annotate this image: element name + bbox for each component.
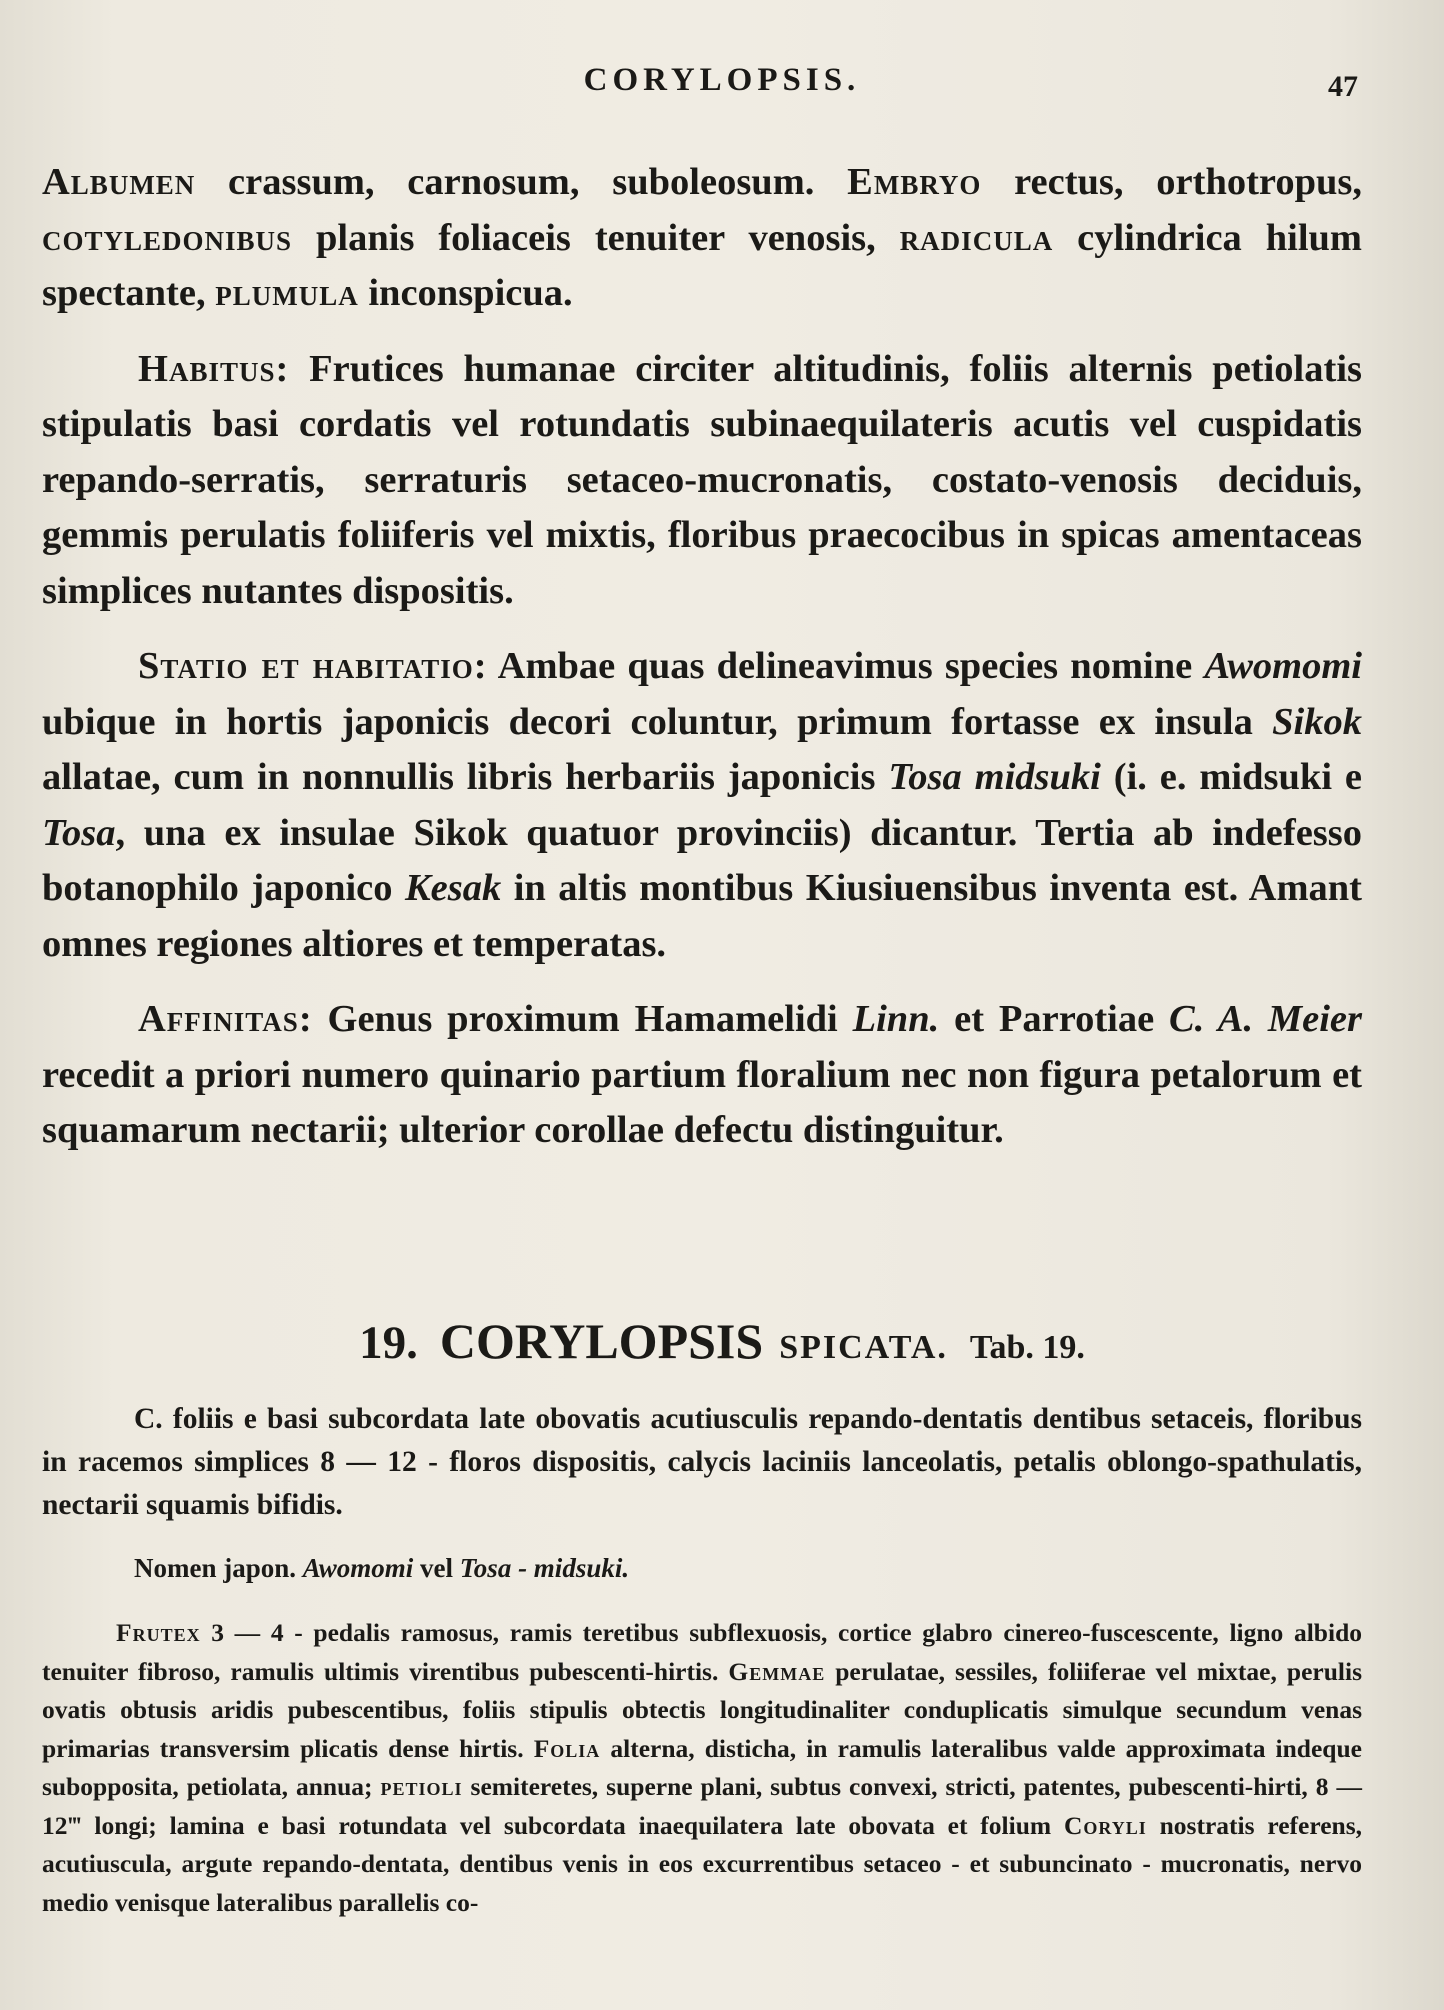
- term-cotyledonibus: cotyledonibus: [42, 216, 293, 259]
- term-gemmae: Gemmae: [728, 1656, 826, 1686]
- term-petioli: petioli: [380, 1772, 463, 1801]
- term-radicula: radicula: [899, 216, 1054, 259]
- genus-description: [42, 155, 1362, 1179]
- term-albumen: Albumen: [42, 161, 196, 203]
- term-embryo: Embryo: [847, 161, 982, 203]
- species-epithet: SPICATA.: [779, 1329, 948, 1366]
- species-number: 19.: [359, 1317, 418, 1369]
- page-number: 47: [1328, 70, 1358, 103]
- running-title: CORYLOPSIS.: [583, 62, 861, 98]
- affinitas-paragraph: Affinitas: Genus proximum Hamamelidi Linn. et Parrotiae C. A. Meier recedit a priori numero quinario partium floralium nec non figura petalorum et squamarum nectarii; ulterior corollae defectu distinguitur.: [42, 998, 1362, 1151]
- species-description: Frutex 3 — 4 - pedalis ramosus, ramis teretibus subflexuosis, cortice glabro cinereo-fuscescente, ligno albido tenuiter fibroso, ramulis ultimis virentibus pubescenti-hirtis. Gemmae perulatae, sessiles, foliiferae vel mixtae, perulis ovatis obtusis aridis pubescentibus, foliis stipulis obtectis longitudinaliter conduplicatis simulque secundum venas primarias transversim plicatis dense hirtis. Folia alterna, disticha, in ramulis lateralibus valde approximata indeque subopposita, petiolata, annua; petioli semiteretes, superne plani, subtus convexi, stricti, patentes, pubescenti-hirti, 8 — 12‴ longi; lamina e basi rotundata vel subcordata inaequilatera late obovata et folium Coryli nostratis referens, acutiuscula, argute repando-dentata, dentibus venis in eos excurrentibus setaceo - et subuncinato - mucronatis, nervo medio venisque lateralibus parallelis co-: [42, 1618, 1362, 1917]
- species-genus: CORYLOPSIS: [439, 1313, 764, 1369]
- term-habitus: Habitus:: [138, 347, 290, 390]
- statio-paragraph: Statio et habitatio: Ambae quas delineavimus species nomine Awomomi ubique in hortis japonicis decori coluntur, primum fortasse ex insula Sikok allatae, cum in nonnullis libris herbariis japonicis Tosa midsuki (i. e. midsuki e Tosa, una ex insulae Sikok quatuor provinciis) dicantur. Tertia ab indefesso botanophilo japonico Kesak in altis montibus Kiusiuensibus inventa est. Amant omnes regiones altiores et temperatas.: [42, 645, 1363, 965]
- albumen-paragraph: Albumen crassum, carnosum, suboleosum. Embryo rectus, orthotropus, cotyledonibus planis foliaceis tenuiter venosis, radicula cylindrica hilum spectante, plumula inconspicua.: [42, 161, 1363, 314]
- term-folia: Folia: [533, 1733, 601, 1763]
- term-frutex: Frutex: [116, 1618, 201, 1647]
- page-header: [0, 62, 1444, 112]
- species-heading: [0, 1312, 1444, 1370]
- term-statio: Statio et habitatio:: [138, 645, 488, 687]
- term-plumula: plumula: [215, 272, 359, 314]
- term-affinitas: Affinitas:: [138, 998, 313, 1040]
- habitus-paragraph: Habitus: Frutices humanae circiter altitudinis, foliis alternis petiolatis stipulatis basi cordatis vel rotundatis subinaequilateris acutis vel cuspidatis repando-serratis, serraturis setaceo-mucronatis, costato-venosis deciduis, gemmis perulatis foliiferis vel mixtis, floribus praecocibus in spicas amentaceas simplices nutantes dispositis.: [42, 347, 1362, 612]
- japanese-name: Nomen japon. Awomomi vel Tosa - midsuki.: [134, 1553, 630, 1583]
- term-coryli: Coryli: [1063, 1810, 1147, 1840]
- plate-reference: Tab. 19.: [969, 1329, 1085, 1366]
- species-diagnosis: C. foliis e basi subcordata late obovatis acutiusculis repando-dentatis dentibus setaceis, floribus in racemos simplices 8 — 12 - floros dispositis, calycis laciniis lanceolatis, petalis oblongo-spathulatis, nectarii squamis bifidis.: [42, 1403, 1362, 1521]
